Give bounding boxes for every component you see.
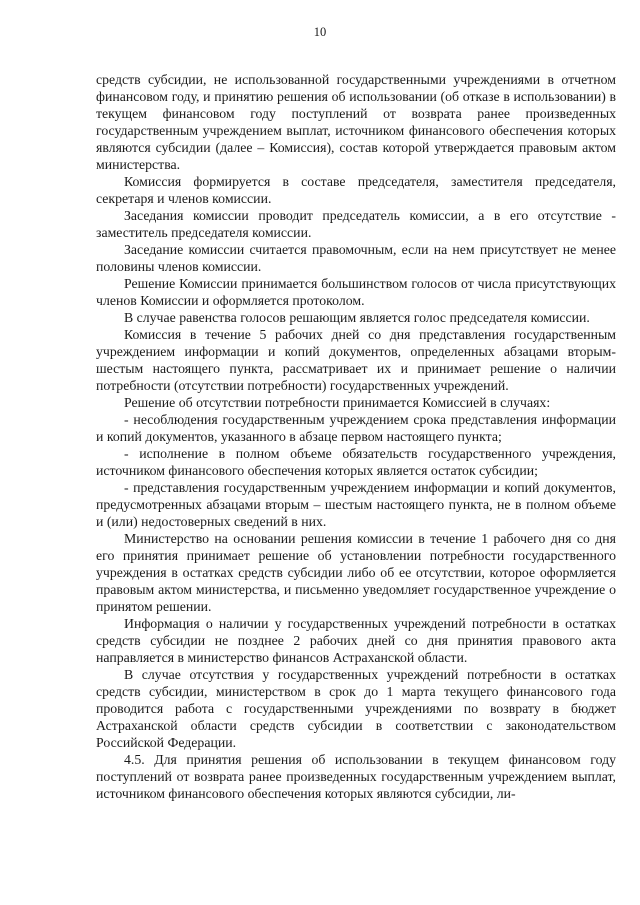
list-item: - несоблюдения государственным учреждением срока представления информации и копий документов, указанного в абзаце первом настоящего пункта; [96, 412, 616, 444]
paragraph-tie-vote: В случае равенства голосов решающим является голос председателя комиссии. [124, 310, 590, 325]
paragraph-quorum: Заседание комиссии считается правомочным, если на нем присутствует не менее половины членов комиссии. [96, 242, 616, 274]
paragraph-commission-composition: Комиссия формируется в составе председателя, заместителя председателя, секретаря и членов комиссии. [96, 174, 616, 206]
paragraph-commission-chair: Заседания комиссии проводит председатель комиссии, а в его отсутствие - заместитель председателя комиссии. [96, 208, 616, 240]
paragraph-continuation: средств субсидии, не использованной государственными учреждениями в отчетном финансовом году, и принятию решения об использовании (об отказе в использовании) в текущем финансовом году поступлений от возврата ранее произведенных государственным учреждением выплат, источником финансового обеспечения которых являются субсидии (далее – Комиссия), состав которой утверждается правовым актом министерства. [96, 72, 616, 172]
paragraph-section-4-5: 4.5. Для принятия решения об использовании в текущем финансовом году поступлений от возврата ранее произведенных государственным учреждением выплат, источником финансового обеспечения которых являются субсидии, ли- [96, 752, 616, 801]
document-body [96, 71, 616, 802]
list-item: - исполнение в полном объеме обязательств государственного учреждения, источником финансового обеспечения которых является остаток субсидии; [96, 446, 616, 478]
paragraph-ministry-decision: Министерство на основании решения комиссии в течение 1 рабочего дня со дня его принятия принимает решение об установлении потребности государственного учреждения в остатках средств субсидии либо об ее отсутствии, которое оформляется правовым актом министерства, и письменно уведомляет государственное учреждение о принятом решении. [96, 531, 616, 614]
paragraph-information-to-finance-ministry: Информация о наличии у государственных учреждений потребности в остатках средств субсидии не позднее 2 рабочих дней со дня принятия правового акта направляется в министерство финансов Астраханской области. [96, 616, 616, 665]
paragraph-review-period: Комиссия в течение 5 рабочих дней со дня представления государственным учреждением информации и копий документов, определенных абзацами вторым-шестым настоящего пункта, рассматривает их и принимает решение о наличии потребности (отсутствии потребности) государственных учреждений. [96, 327, 616, 393]
page-number: 10 [313, 25, 327, 39]
paragraph-refund-procedure: В случае отсутствия у государственных учреждений потребности в остатках средств субсидии, министерством в срок до 1 марта текущего финансового года проводится работа с государственными учреждениями по возврату в бюджет Астраханской области средств субсидии в соответствии с законодательством Российской Федерации. [96, 667, 616, 750]
paragraph-decision-majority: Решение Комиссии принимается большинством голосов от числа присутствующих членов Комиссии и оформляется протоколом. [96, 276, 616, 308]
list-item: - представления государственным учреждением информации и копий документов, предусмотренных абзацами вторым – шестым настоящего пункта, не в полном объеме и (или) недостоверных сведений в них. [96, 480, 616, 529]
paragraph-no-need-cases: Решение об отсутствии потребности принимается Комиссией в случаях: [124, 395, 551, 410]
